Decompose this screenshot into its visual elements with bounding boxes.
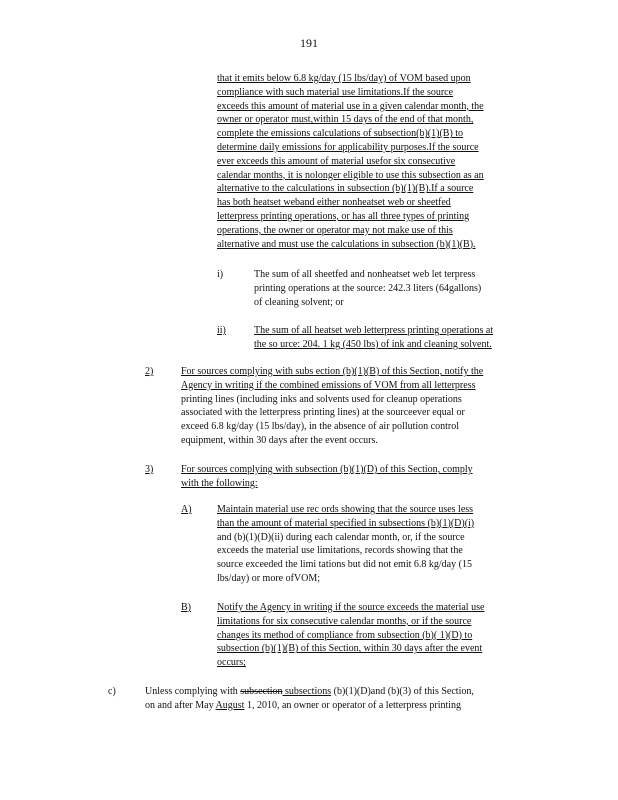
inserted-text: August <box>215 699 245 711</box>
text-line: The sum of all sheetfed and nonheatset web let terpress <box>254 269 476 280</box>
text-line: alternative to the calculations in subsection (b)(1)(B).If a source <box>217 183 474 195</box>
text-line: alternative and must use the calculations in subsection (b)(1)(B). <box>217 238 476 250</box>
text-line: limitations for six consecutive calendar months, or if the source <box>217 615 472 627</box>
item-c-label: c) <box>108 686 116 697</box>
text-line: The sum of all heatset web letterpress printing operations at <box>254 325 494 336</box>
text-run: 1, 2010, an owner or operator of a letterpress printing <box>244 699 462 711</box>
item-c-text <box>145 685 545 713</box>
text-line: of cleaning solvent; or <box>254 296 344 308</box>
text-line: occurs; <box>217 657 246 669</box>
text-line: Agency in writing if the combined emissions of VOM from all letterpress <box>181 379 476 391</box>
item-b-text <box>217 601 545 670</box>
text-line: the so urce: 204. 1 kg (450 lbs) of ink and cleaning solvent. <box>254 338 492 350</box>
text-line: exceeds the material use limitations, records showing that the <box>217 545 463 557</box>
text-line: source exceeded the limi tations but did not emit 6.8 kg/day (15 <box>217 559 472 571</box>
text-line: owner or operator must,within 15 days of the end of that month, <box>217 114 474 126</box>
item-3-text <box>181 463 545 491</box>
page-number: 191 <box>300 36 318 50</box>
text-run: (b)(1)(D)and (b)(3) of this Section, <box>331 686 474 697</box>
text-line: lbs/day) or more ofVOM; <box>217 572 321 584</box>
text-line: printing operations at the source: 242.3 liters (64gallons) <box>254 282 482 294</box>
text-line: and (b)(1)(D)(ii) during each calendar month, or, if the source <box>217 531 465 543</box>
text-line: Maintain material use rec ords showing that the source uses less <box>217 504 474 515</box>
text-line: ever exceeds this amount of material usefor six consecutive <box>217 155 456 167</box>
text-line: letterpress printing operations, or has all three types of printing <box>217 210 470 222</box>
item-2-text <box>181 365 545 448</box>
text-line: compliance with such material use limitations.If the source <box>217 86 454 98</box>
text-line <box>145 699 545 713</box>
text-line: For sources complying with subsection (b)(1)(D) of this Section, comply <box>181 464 473 475</box>
text-line: with the following: <box>181 477 258 489</box>
text-line: For sources complying with subs ection (b)(1)(B) of this Section, notify the <box>181 366 484 377</box>
text-line: equipment, within 30 days after the event occurs. <box>181 434 378 446</box>
text-line <box>145 685 545 699</box>
item-i-text <box>254 268 544 309</box>
item-ii-text <box>254 324 546 352</box>
item-3-label: 3) <box>145 464 154 475</box>
text-line: complete the emissions calculations of subsection(b)(1)(B) to <box>217 128 464 140</box>
text-line: has both heatset weband either nonheatset web or sheetfed <box>217 197 451 209</box>
text-line: changes its method of compliance from subsection (b)( 1)(D) to <box>217 629 473 641</box>
text-line: associated with the letterpress printing lines) at the sourceever equal or <box>181 407 465 419</box>
item-2-label: 2) <box>145 366 154 377</box>
text-line: calendar months, it is nolonger eligible to use this subsection as an <box>217 169 484 181</box>
intro-paragraph <box>217 72 537 251</box>
struck-text: subsection <box>240 686 283 697</box>
text-line: that it emits below 6.8 kg/day (15 lbs/day) of VOM based upon <box>217 73 471 84</box>
item-i-label: i) <box>217 269 224 280</box>
text-line: than the amount of material specified in subsections (b)(1)(D)(i) <box>217 517 475 529</box>
text-run: on and after May <box>145 699 216 711</box>
text-line: operations, the owner or operator may not make use of this <box>217 224 453 236</box>
text-run: Unless complying with <box>145 686 241 697</box>
text-line: exceeds this amount of material use in a given calendar month, the <box>217 100 484 112</box>
inserted-text: subsections <box>282 686 332 697</box>
item-a-label: A) <box>181 504 192 515</box>
item-a-text <box>217 503 545 586</box>
text-line: determine daily emissions for applicability purposes.If the source <box>217 141 479 153</box>
text-line: exceed 6.8 kg/day (15 lbs/day), in the absence of air pollution control <box>181 421 459 433</box>
text-line: printing lines (including inks and solvents used for cleanup operations <box>181 393 462 405</box>
item-b-label: B) <box>181 602 191 613</box>
text-line: Notify the Agency in writing if the source exceeds the material use <box>217 602 485 613</box>
text-line: subsection (b)(1)(B) of this Section, within 30 days after the event <box>217 643 483 655</box>
item-ii-label: ii) <box>217 325 226 336</box>
